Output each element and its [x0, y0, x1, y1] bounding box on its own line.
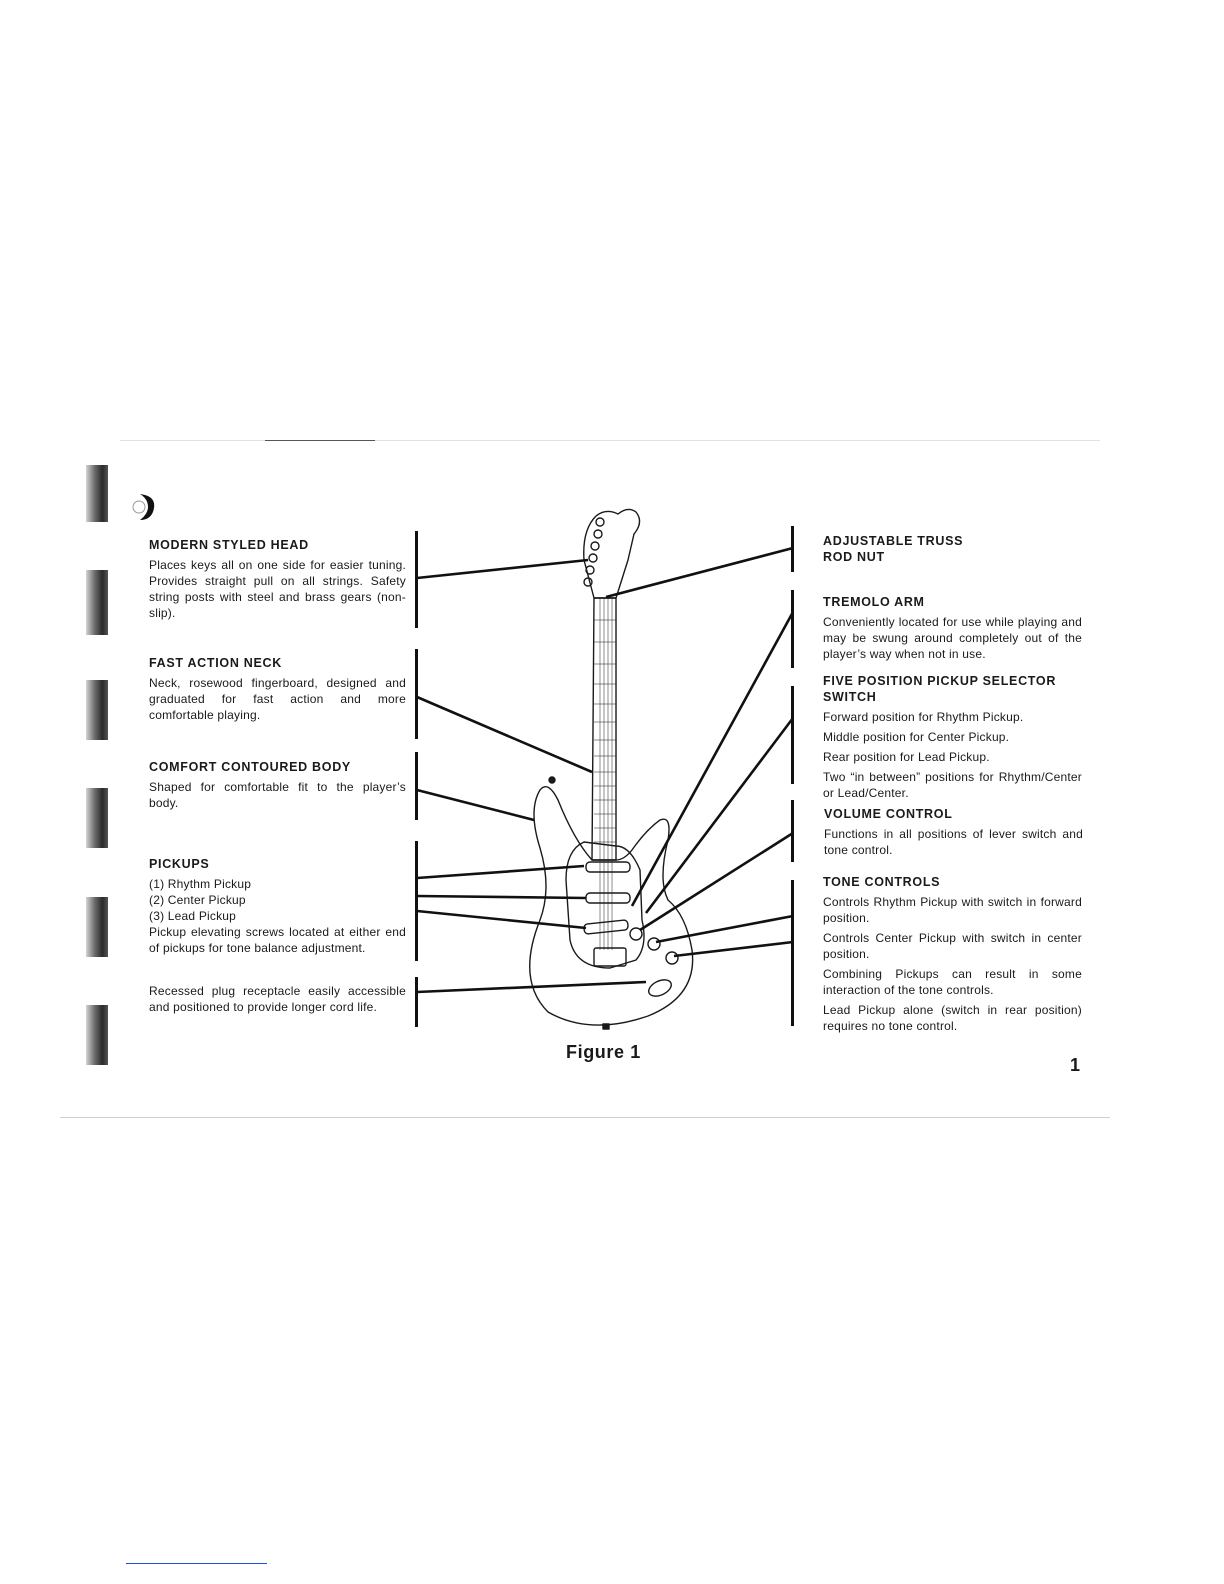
callout-text: Pickup elevating screws located at either end of pickups for tone balance adjustment.: [149, 925, 406, 955]
callout-paragraph: Rear position for Lead Pickup.: [823, 750, 990, 764]
pickup-line: (3) Lead Pickup: [149, 909, 237, 923]
callout-heading: VOLUME CONTROL: [824, 807, 953, 821]
callout-heading: PICKUPS: [149, 857, 210, 871]
callout-paragraph: Controls Rhythm Pickup with switch in forward position.: [823, 895, 1082, 925]
callout-heading: TONE CONTROLS: [823, 875, 941, 889]
leader-lines: [417, 548, 793, 992]
callout-paragraph: Forward position for Rhythm Pickup.: [823, 710, 1024, 724]
callout-paragraph: Middle position for Center Pickup.: [823, 730, 1010, 744]
heading-line: FIVE POSITION PICKUP SELECTOR: [823, 674, 1057, 688]
callout-text: Places keys all on one side for easier tuning. Provides straight pull on all strings. Safety string posts with steel and brass gears (non-slip).: [149, 558, 406, 620]
pickup-line: (2) Center Pickup: [149, 893, 246, 907]
jack-plate: [646, 977, 674, 1000]
callout-text: Neck, rosewood fingerboard, designed and graduated for fast action and more comfortable playing.: [149, 676, 406, 722]
callout-text: Conveniently located for use while playing and may be swung around completely out of the player’s way when not in use.: [823, 615, 1082, 661]
callout-paragraph: Controls Center Pickup with switch in center position.: [823, 931, 1082, 961]
callout-text: Shaped for comfortable fit to the player’s body.: [149, 780, 406, 810]
tone-knob-1: [648, 938, 660, 950]
figure-caption: Figure 1: [566, 1042, 641, 1062]
guitar-body: [530, 787, 693, 1025]
guitar-drawing: [530, 509, 693, 1029]
page-number: 1: [1070, 1055, 1081, 1075]
pickup-line: (1) Rhythm Pickup: [149, 877, 252, 891]
callout-text: Functions in all positions of lever switch and tone control.: [824, 827, 1083, 857]
tone-knob-2: [666, 952, 678, 964]
guitar-bridge: [594, 948, 626, 966]
callout-heading: TREMOLO ARM: [823, 595, 925, 609]
callout-paragraph: Two “in between” positions for Rhythm/Center or Lead/Center.: [823, 770, 1082, 800]
bottom-link-underline[interactable]: [126, 1563, 267, 1564]
heading-line: ADJUSTABLE TRUSS: [823, 534, 964, 548]
callout-paragraph: Combining Pickups can result in some interaction of the tone controls.: [823, 967, 1082, 997]
callout-heading: FAST ACTION NECK: [149, 656, 282, 670]
callout-heading: COMFORT CONTOURED BODY: [149, 760, 351, 774]
callout-paragraph: Lead Pickup alone (switch in rear position) requires no tone control.: [823, 1003, 1082, 1033]
pickup-lead: [584, 920, 629, 935]
callout-heading: MODERN STYLED HEAD: [149, 538, 309, 552]
heading-line: ROD NUT: [823, 550, 885, 564]
callout-text: Recessed plug receptacle easily accessible and positioned to provide longer cord life.: [149, 984, 406, 1014]
heading-line: SWITCH: [823, 690, 877, 704]
